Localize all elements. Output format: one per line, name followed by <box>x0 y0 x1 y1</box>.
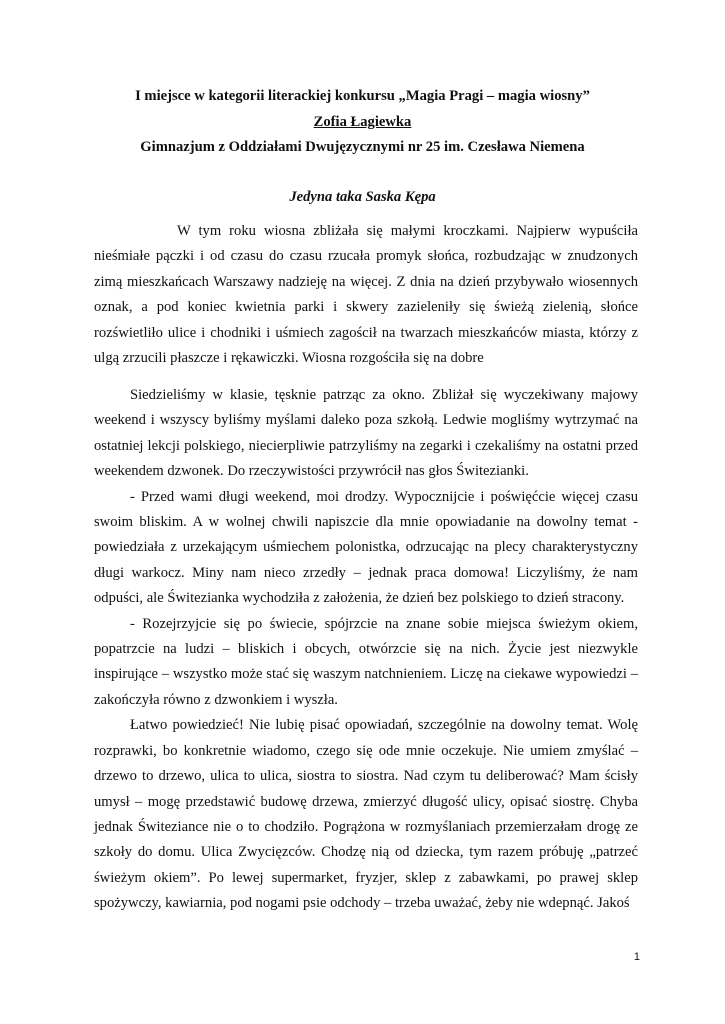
paragraph-5: Łatwo powiedzieć! Nie lubię pisać opowiadań, szczególnie na dowolny temat. Wolę rozprawki, bo konkretnie wiadomo, czego się ode mnie oczekuje. Nie umiem zmyślać – drzewo to drzewo, ulica to ulica, siostra to siostra. Nad czym tu deliberować? Mam ścisły umysł – mogę przedstawić budowę drzewa, zmierzyć długość ulicy, opisać siostrę. Chyba jednak Świteziance nie o to chodziło. Pogrążona w rozmyślaniach przemierzałam drogę ze szkoły do domu. Ulica Zwycięzców. Chodzę nią od dziecka, tym razem próbuję „patrzeć świeżym okiem”. Po lewej supermarket, fryzjer, sklep z zabawkami, po prawej sklep spożywczy, kawiarnia, pod nogami psie odchody – trzeba uważać, żeby nie wdepnąć. Jakoś <box>94 717 638 912</box>
paragraph-3: - Przed wami długi weekend, moi drodzy. Wypocznijcie i poświęćcie więcej czasu swoim bliskim. A w wolnej chwili napiszcie dla mnie opowiadanie na dowolny temat - powiedziała z urzekającym uśmiechem polonistka, odrzucając na plecy charakterystyczny długi warkocz. Miny nam nieco zrzedły – jednak praca domowa! Liczyliśmy, że nam odpuści, ale Świtezianka wychodziła z założenia, że dzień bez polskiego to dzień stracony. <box>94 488 638 607</box>
paragraph-2: Siedzieliśmy w klasie, tęsknie patrząc za okno. Zbliżał się wyczekiwany majowy weekend i wszyscy byliśmy myślami daleko poza szkołą. Ledwie mogliśmy wytrzymać na ostatniej lekcji polskiego, niecierpliwie patrzyliśmy na zegarki i czekaliśmy na ostatni przed weekendem dzwonek. Do rzeczywistości przywrócił nas głos Świtezianki. <box>94 387 638 480</box>
paragraph-1: W tym roku wiosna zbliżała się małymi kroczkami. Najpierw wypuściła nieśmiałe pączki i od czasu do czasu rzucała promyk słońca, rozbudzając w znudzonych zimą mieszkańcach Warszawy nadzieję na więcej. Z dnia na dzień przybywało wiosennych oznak, a pod koniec kwietnia parki i skwery zazieleniły się świeżą zielenią, słońce rozświetliło ulice i chodniki i uśmiech zagościł na twarzach mieszkańców miasta, którzy z ulgą zrzucili płaszcze i rękawiczki. Wiosna rozgościła się na dobre <box>94 223 638 367</box>
page-number: 1 <box>633 951 640 963</box>
contest-heading: I miejsce w kategorii literackiej konkursu „Magia Pragi – magia wiosny” <box>135 88 590 104</box>
school-name: Gimnazjum z Oddziałami Dwujęzycznymi nr 25 im. Czesława Niemena <box>140 139 585 155</box>
author-name: Zofia Łagiewka <box>313 114 412 130</box>
story-section-main <box>94 383 638 917</box>
paragraph-4: - Rozejrzyjcie się po świecie, spójrzcie na znane sobie miejsca świeżym okiem, popatrzcie na ludzi – bliskich i obcych, otwórzcie się na nich. Życie jest niezwykle inspirujące – wszystko może stać się waszym natchnieniem. Liczę na ciekawe wypowiedzi – zakończyła równo z dzwonkiem i wyszła. <box>94 615 638 708</box>
story-title: Jedyna taka Saska Kępa <box>289 189 436 205</box>
story-section-intro <box>94 219 638 371</box>
